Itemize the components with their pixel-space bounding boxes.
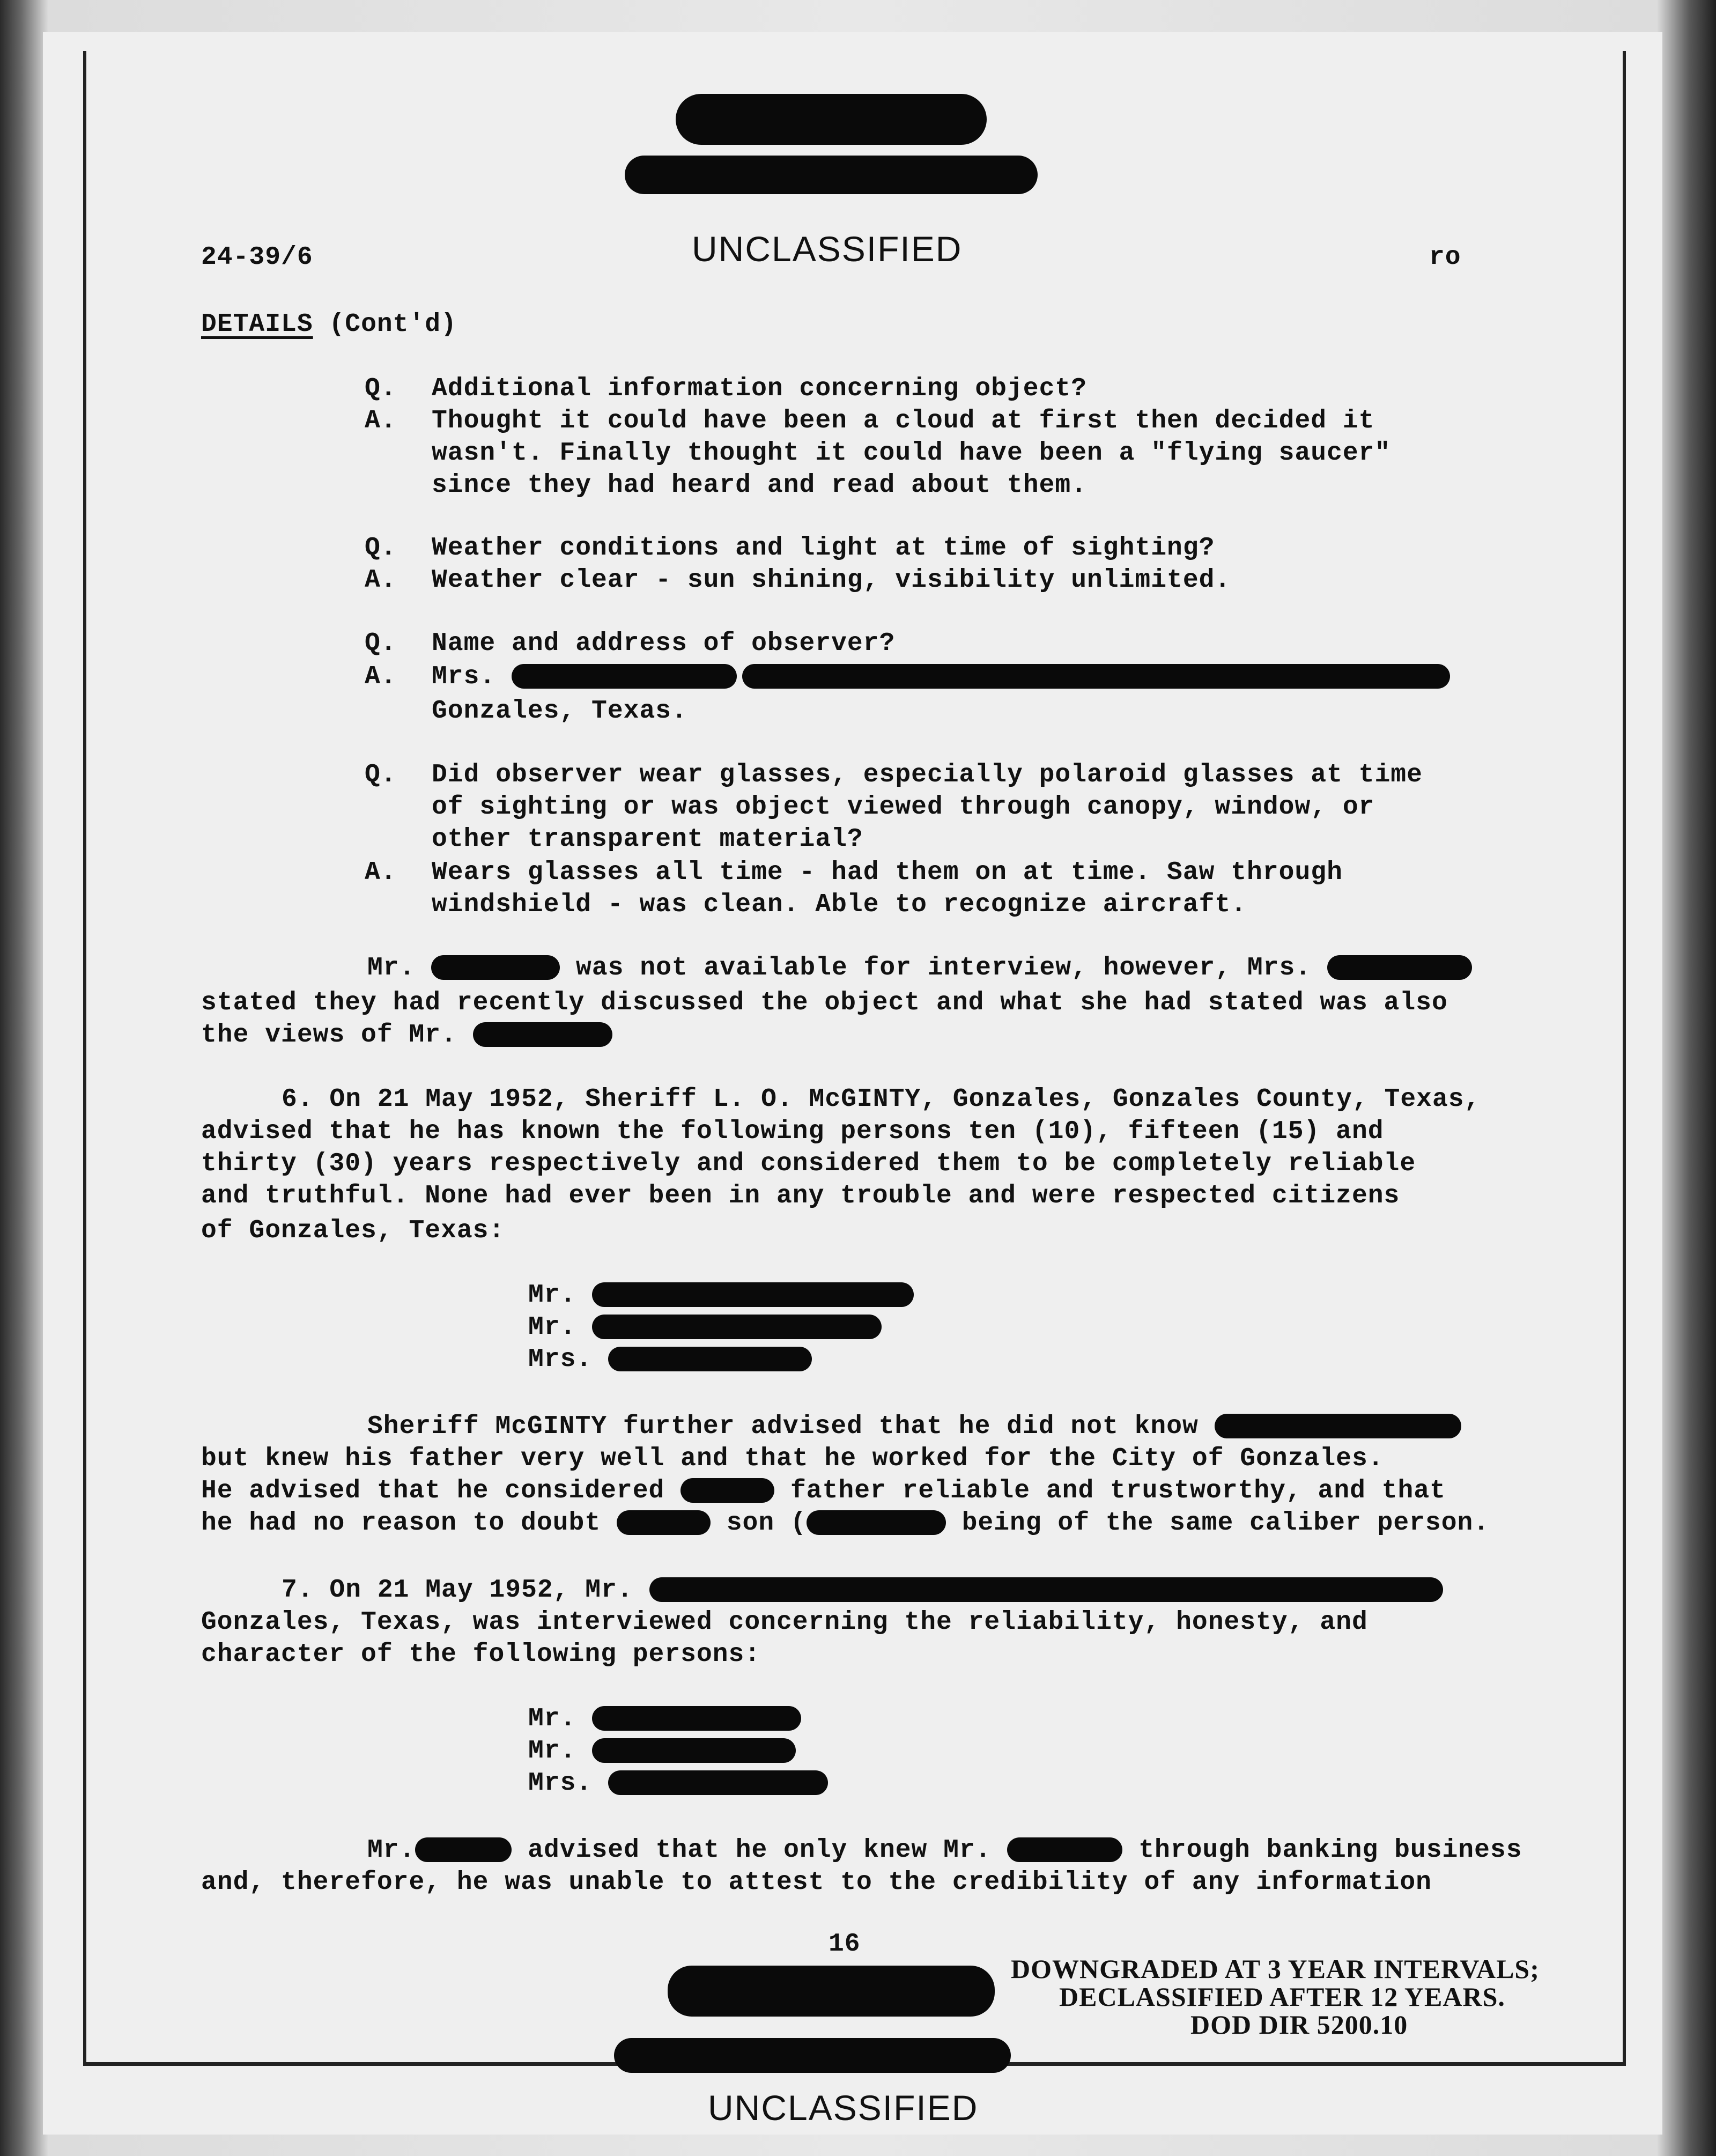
para7-line: Gonzales, Texas, was interviewed concerning the reliability, honesty, and — [201, 1608, 1368, 1637]
a2-marker: A. — [365, 566, 397, 595]
a1-line: since they had heard and read about them. — [432, 471, 1087, 500]
q4-marker: Q. — [365, 760, 397, 789]
q3-text: Name and address of observer? — [432, 629, 896, 658]
a1-line: Thought it could have been a cloud at first then decided it — [432, 407, 1375, 435]
downgrade-line-2: DECLASSIFIED AFTER 12 YEARS. — [1059, 1982, 1505, 2012]
a1-line: wasn't. Finally thought it could have been a "flying saucer" — [432, 439, 1391, 468]
q4-line: other transparent material? — [432, 825, 863, 854]
redacted-stamp-bottom-1 — [668, 1966, 995, 2017]
a4-line: Wears glasses all time - had them on at time. Saw through — [432, 858, 1343, 887]
q2-marker: Q. — [365, 534, 397, 563]
para6-line: of Gonzales, Texas: — [201, 1216, 505, 1245]
page-number: 16 — [829, 1930, 861, 1959]
sheriff-line: but knew his father very well and that he worked for the City of Gonzales. — [201, 1444, 1384, 1473]
page-frame — [83, 51, 1626, 2066]
para7-person: Mr. — [528, 1703, 801, 1735]
final-line: and, therefore, he was unable to attest to the credibility of any information — [201, 1868, 1432, 1897]
para6-line: and truthful. None had ever been in any trouble and were respected citizens — [201, 1182, 1400, 1210]
sheriff-line: Sheriff McGINTY further advised that he did not know — [367, 1411, 1461, 1443]
q4-line: Did observer wear glasses, especially polaroid glasses at time — [432, 760, 1423, 789]
para6-line: 6. On 21 May 1952, Sheriff L. O. McGINTY, Gonzales, Gonzales County, Texas, — [282, 1085, 1481, 1114]
classification-bottom: UNCLASSIFIED — [708, 2088, 979, 2128]
para6-person: Mr. — [528, 1311, 882, 1343]
redacted-stamp-top-2 — [625, 156, 1038, 194]
para7-person: Mrs. — [528, 1767, 828, 1799]
file-number: 24-39/6 — [201, 243, 313, 272]
para6-line: advised that he has known the following persons ten (10), fifteen (15) and — [201, 1117, 1384, 1146]
initials: ro — [1429, 243, 1461, 272]
q2-text: Weather conditions and light at time of sighting? — [432, 534, 1215, 563]
sheriff-line: he had no reason to doubt son ( being of the same caliber person. — [201, 1509, 1490, 1538]
para6-person: Mrs. — [528, 1343, 812, 1376]
downgrade-line-1: DOWNGRADED AT 3 YEAR INTERVALS; — [1011, 1954, 1540, 1984]
para7-line: 7. On 21 May 1952, Mr. — [282, 1574, 1443, 1606]
para6-person: Mr. — [528, 1279, 914, 1311]
para6-line: thirty (30) years respectively and considered them to be completely reliable — [201, 1149, 1416, 1178]
downgrade-line-3: DOD DIR 5200.10 — [1190, 2010, 1408, 2040]
para7-person: Mr. — [528, 1735, 796, 1767]
a4-marker: A. — [365, 858, 397, 887]
a3-line: Gonzales, Texas. — [432, 697, 687, 726]
q1-marker: Q. — [365, 374, 397, 403]
a1-marker: A. — [365, 407, 397, 435]
redacted-stamp-bottom-2 — [614, 2038, 1011, 2073]
a4-line: windshield - was clean. Able to recognize aircraft. — [432, 890, 1247, 919]
classification-top: UNCLASSIFIED — [692, 229, 963, 269]
section-heading: DETAILS (Cont'd) — [201, 310, 457, 339]
a3-line: Mrs. — [432, 661, 1450, 693]
interview-line: the views of Mr. — [201, 1019, 612, 1051]
a3-marker: A. — [365, 662, 397, 691]
q1-text: Additional information concerning object? — [432, 374, 1087, 403]
final-line: Mr. advised that he only knew Mr. through banking business — [367, 1836, 1522, 1865]
a2-line: Weather clear - sun shining, visibility unlimited. — [432, 566, 1231, 595]
q4-line: of sighting or was object viewed through canopy, window, or — [432, 793, 1375, 822]
sheriff-line: He advised that he considered father reliable and trustworthy, and that — [201, 1476, 1446, 1505]
redacted-stamp-top-1 — [676, 94, 987, 145]
interview-line: stated they had recently discussed the object and what she had stated was also — [201, 988, 1448, 1017]
interview-line: Mr. was not available for interview, however, Mrs. — [367, 952, 1472, 984]
para7-line: character of the following persons: — [201, 1640, 761, 1669]
q3-marker: Q. — [365, 629, 397, 658]
